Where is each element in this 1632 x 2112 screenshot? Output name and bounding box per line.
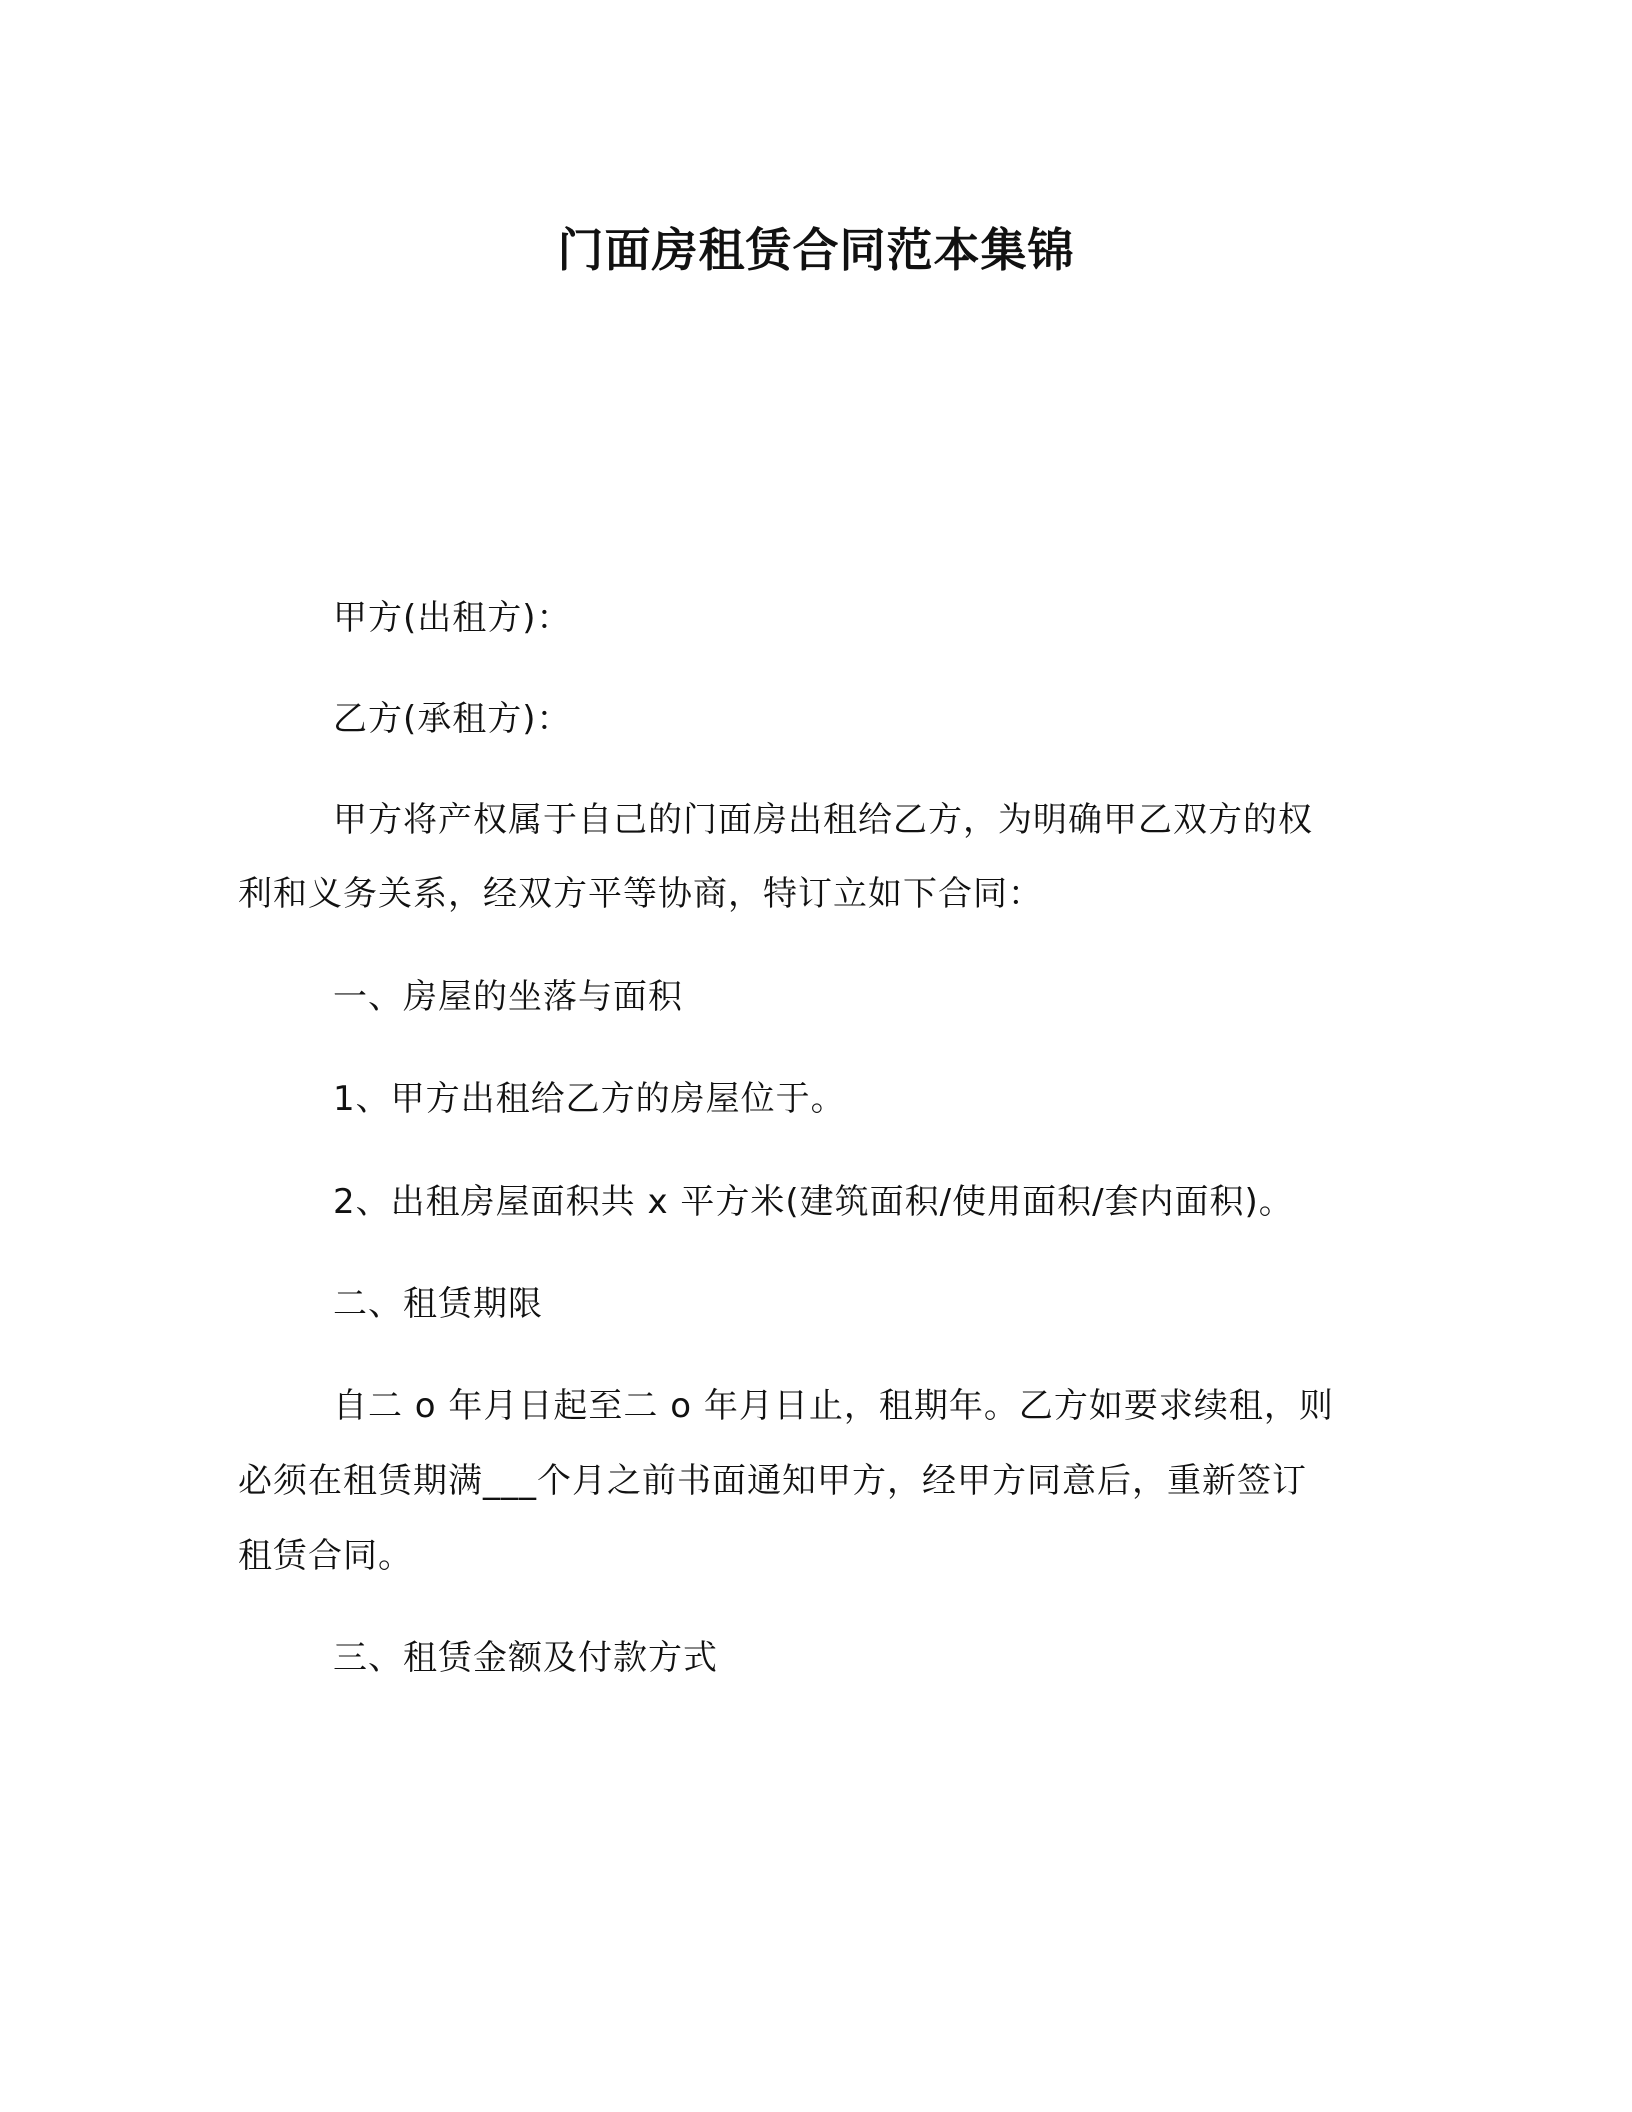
section-2-text-line-2: 必须在租赁期满___个月之前书面通知甲方，经甲方同意后，重新签订: [238, 1461, 1307, 1501]
section-1-item-1: 1、甲方出租给乙方的房屋位于。: [333, 1079, 846, 1119]
section-1-heading: 一、房屋的坐落与面积: [333, 977, 683, 1017]
section-2-text-line-1: 自二 o 年月日起至二 o 年月日止，租期年。乙方如要求续租，则: [333, 1386, 1334, 1426]
intro-line-1: 甲方将产权属于自己的门面房出租给乙方，为明确甲乙双方的权: [333, 800, 1313, 840]
section-1-item-2: 2、出租房屋面积共 x 平方米(建筑面积/使用面积/套内面积)。: [333, 1182, 1294, 1222]
party-a-line: 甲方(出租方)：: [333, 598, 572, 638]
intro-line-2: 利和义务关系，经双方平等协商，特订立如下合同：: [238, 874, 1043, 914]
section-2-heading: 二、租赁期限: [333, 1284, 543, 1324]
party-b-line: 乙方(承租方)：: [333, 699, 572, 739]
document-title: 门面房租赁合同范本集锦: [557, 223, 1075, 277]
section-3-heading: 三、租赁金额及付款方式: [333, 1638, 718, 1678]
section-2-text-line-3: 租赁合同。: [238, 1536, 413, 1576]
